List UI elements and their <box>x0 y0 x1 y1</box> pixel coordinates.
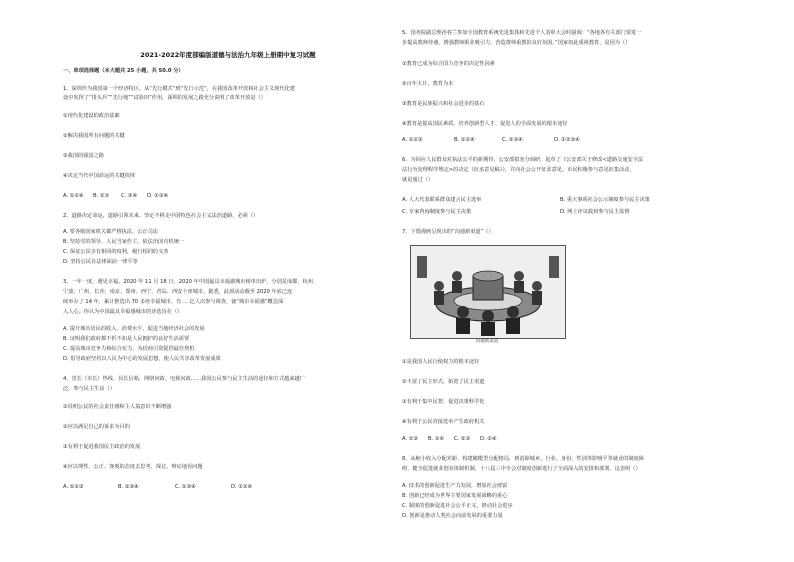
q6-option-c[interactable]: C. 专家咨询制度参与民主决策 <box>402 209 472 215</box>
q7-option-b[interactable]: B. ①④ <box>428 436 445 442</box>
q1-item-4: ④决定当代中国命运的关键抉择 <box>63 173 136 179</box>
q3-stem-line-4: 入人心。你认为中国最具幸福感城市的评选旨在（） <box>63 309 183 315</box>
q1-option-b[interactable]: B. ②③ <box>93 193 110 199</box>
q6-stem-line-2: 法行为处理程序规定>的决定（征求意见稿）》，并向社会公开征求意见。市民积极参与意见征集活动， <box>402 167 635 173</box>
q1-item-3: ③我国的强国之路 <box>63 153 104 159</box>
q5-stem-line-1: 5、国务院副总理孙春兰参加全国教育系统先进集体和先进个人表彰大会时强调：“各地各有关部门要进一 <box>402 30 642 36</box>
q6-option-b[interactable]: B. 重大事项社会公示制度参与民主决策 <box>560 197 650 203</box>
q1-option-d[interactable]: D. ①③④ <box>147 193 169 199</box>
q5-item-1: ①教育已成为综合国力竞争的决定性因素 <box>402 61 495 67</box>
q8-stem-line-1: 8、从缩小收入分配差距、构建橄榄型分配格局，到消除城乡、行业、身份、性别等影响平等就业的制度障 <box>402 456 644 462</box>
q4-item-1: ①说明公民的社会责任感和主人翁意识不断增强 <box>63 404 172 410</box>
q5-stem-line-2: 步提高教师待遇，增强教师职业吸引力，营造尊师重教的良好氛围。”国家如此重视教育，是因为（） <box>402 40 631 46</box>
q4-item-2: ②应以满足自己的诉求为目的 <box>63 424 130 430</box>
q1-option-a[interactable]: A. ①②④ <box>63 193 84 199</box>
q7-item-2: ②丰富了民主形式，拓宽了民主渠道 <box>402 379 485 385</box>
q3-option-d[interactable]: D. 倡导政府坚持以人民为中心的发展思想，使人民共享改革发展成果 <box>63 356 221 362</box>
roundtable-cartoon-icon <box>411 246 565 338</box>
q5-option-a[interactable]: A. ①②③ <box>402 137 423 143</box>
q7-option-a[interactable]: A. ①③ <box>402 436 419 442</box>
section-heading: 一、单项选择题（本大题共 25 小题，共 50.0 分） <box>63 68 184 74</box>
q1-item-2: ②解决我国所有问题的关键 <box>63 133 125 139</box>
q7-stem: 7、下图漫画呈现出的“沟通新渠道”（） <box>402 229 494 235</box>
q7-item-3: ③有利于集中民智，促进决策科学化 <box>402 399 485 405</box>
q5-item-2: ②百年大计，教育为本 <box>402 81 454 87</box>
q1-stem-line-1: 1、深圳作为我国第一个经济特区，从“先行模式”到“先行示范”，在我国改革开放和社会主义现代化建 <box>63 86 295 92</box>
q4-item-3: ③有利于促进我国民主政治的发展 <box>63 444 141 450</box>
q4-option-a[interactable]: A. ①②③ <box>63 484 84 490</box>
page-title: 2021-2022年度部编版道德与法治九年级上册期中复习试题 <box>140 51 316 59</box>
q5-option-c[interactable]: C. ②③④ <box>502 137 523 143</box>
q4-option-d[interactable]: D. ①②④ <box>231 484 253 490</box>
q1-stem-line-2: 设中发挥了“排头兵”“先行地”“试验田”作用，深圳的发展之路充分说明了改革开放是（） <box>63 95 266 101</box>
cartoon-image <box>410 245 566 339</box>
q5-option-b[interactable]: B. ①②④ <box>454 137 475 143</box>
q7-item-1: ①是我国人民行使权力的根本途径 <box>402 359 480 365</box>
q5-item-4: ④教育是提高国民素质、培养创新型人才、促进人的全面发展的根本途径 <box>402 121 568 127</box>
q3-option-b[interactable]: B. 证明我们政府都不折不扣是人民拥护的良好生活需要 <box>63 336 190 342</box>
q8-option-d[interactable]: D. 创新是推动人类社会向前发展的重要力量 <box>402 513 503 519</box>
q6-option-a[interactable]: A. 人大代表联系群众建言民主选举 <box>402 197 482 203</box>
q3-option-a[interactable]: A. 提升城市居民的收入、消费水平，促进当地经济社会的发展 <box>63 326 205 332</box>
q3-stem-line-1: 3、一年一度，遇见幸福。2020 年 11 月 18 日，2020 年中国最具幸福感城市榜单出炉，分别是成都、杭州、 <box>63 279 319 285</box>
q2-stem: 2、道路决定命运，道路引领未来。坚定不移走中国特色社会主义法治道路，必须（） <box>63 213 259 219</box>
q2-option-c[interactable]: C. 保证公民享有相同的权利，履行相同的义务 <box>63 249 169 255</box>
q8-option-b[interactable]: B. 创新已经成为世界主要国家发展战略的重心 <box>402 493 508 499</box>
q2-option-b[interactable]: B. 坚持党的领导、人民当家作主、依法治国有机统一 <box>63 239 184 245</box>
q8-option-a[interactable]: A. 技术的创新促进生产力发展，增加社会财富 <box>402 483 508 489</box>
q4-item-4: ④应以理性、公正、客观的态度去思考、探讨、辩证地看问题 <box>63 464 203 470</box>
q7-option-c[interactable]: C. ②③ <box>454 436 471 442</box>
q3-option-c[interactable]: C. 提高城市竞争力和综合实力，为招商引资提供最佳契机 <box>63 346 195 352</box>
q4-stem-line-2: 泛。参与民主生活（） <box>63 386 115 392</box>
q6-stem-line-1: 6、为回应人民群众对执法公平的新期待，公安部拟充分调研，起草了《公安部关于修改<道路交通安全法 <box>402 157 644 163</box>
q6-stem-line-3: 就是通过（） <box>402 177 434 183</box>
q2-option-a[interactable]: A. 要各级国家机关都严格执法、公正司法 <box>63 229 158 235</box>
q4-option-b[interactable]: B. ②③④ <box>118 484 139 490</box>
q4-stem-line-1: 4、省长（市长）热线、县长信箱、网络问政、电视问政……我国公民参与民主生活的途径和方式越来越广 <box>63 376 305 382</box>
q7-option-d[interactable]: D. ②④ <box>480 436 497 442</box>
q1-option-c[interactable]: C. ③④ <box>121 193 138 199</box>
q8-option-c[interactable]: C. 制度的创新促进社会公平正义，推动社会进步 <box>402 503 513 509</box>
cartoon-caption: 沟通新渠道 <box>475 339 499 344</box>
q4-option-c[interactable]: C. ①③④ <box>175 484 196 490</box>
q6-option-d[interactable]: D. 网上评议政府参与民主监督 <box>560 209 630 215</box>
q8-stem-line-2: 碍，健全促进就业创业体制机制，十八届三中全会对制度创新进行了全面深入的安排和部署。这表明（） <box>402 466 641 472</box>
q7-item-4: ④有利于公民直接选举产生政府机关 <box>402 419 485 425</box>
q2-option-d[interactable]: D. 坚持公民在法律面前一律平等 <box>63 259 138 265</box>
q1-item-1: ①现代化建设的政治基础 <box>63 113 120 119</box>
q3-stem-line-3: 续举办了 14 年，累计推选出 70 多座幸福城市，有 ... 亿人次参与调查，使“城市幸福感”概念深 <box>63 299 284 305</box>
q5-option-d[interactable]: D. ①②③④ <box>554 137 580 143</box>
q3-stem-line-2: 宁波、广州、长沙、南京、郑州、西宁、青岛、西安十座城市。据悉，此项活动截至 2020 年底已连 <box>63 289 293 295</box>
q5-item-3: ③教育是民族振兴和社会进步的基石 <box>402 101 485 107</box>
